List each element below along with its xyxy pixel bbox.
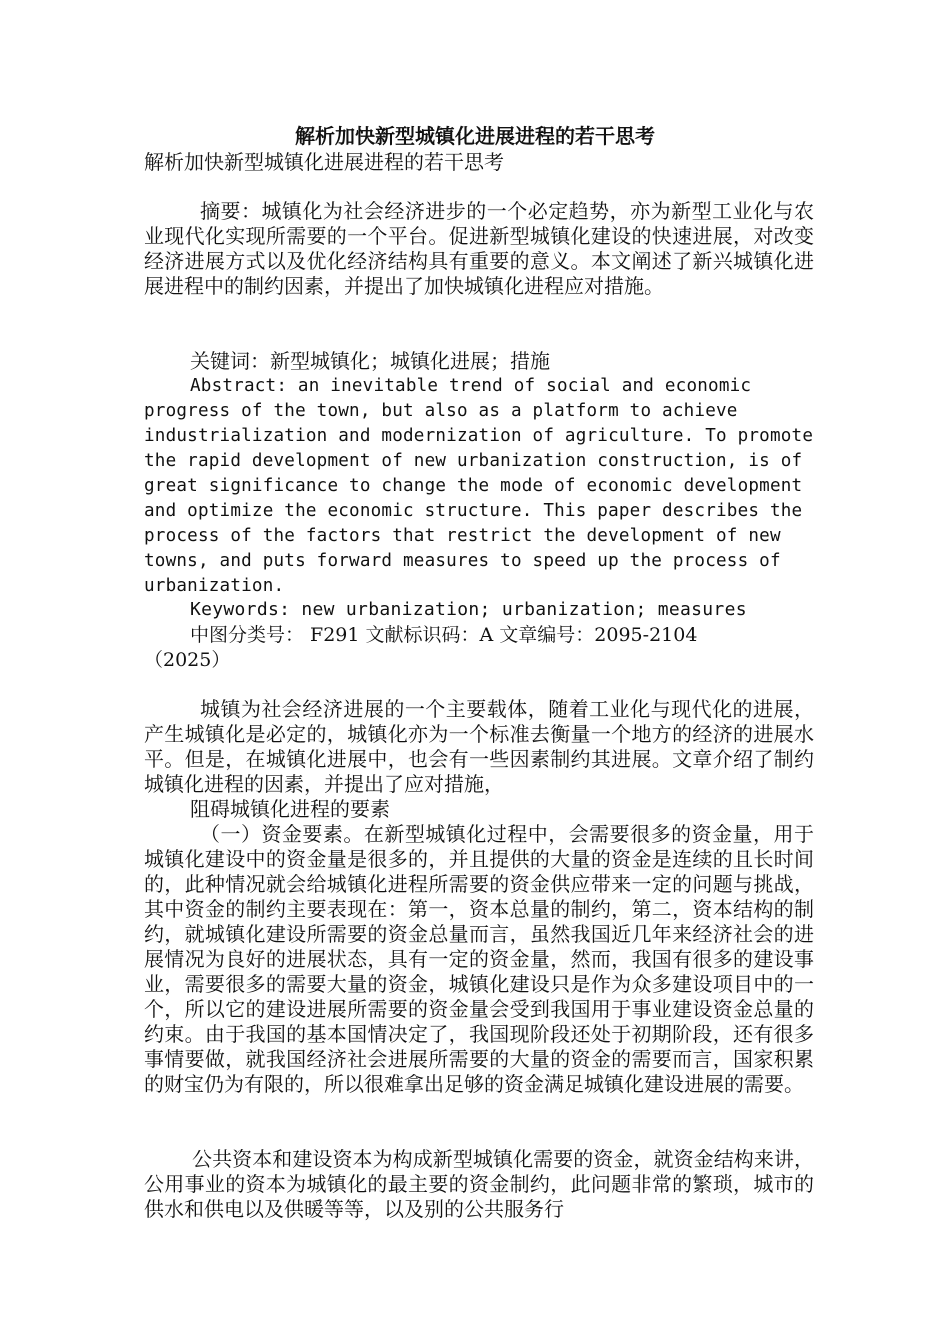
public-capital-paragraph: 公共资本和建设资本为构成新型城镇化需要的资金，就资金结构来讲，公用事业的资本为城镇化的最主要的资金制约，此问题非常的繁琐，城市的供水和供电以及供暖等等，以及别的公共服务行 — [144, 1147, 814, 1221]
abstract-en: Abstract: an inevitable trend of social and economic progress of the town, but also as a platform to achieve industrialization and modernization of agriculture. To promote the rapid development of new urbanization construction, is of great significance to change the mode of economic development and optimize the economic structure. This paper describes the process of the factors that restrict the development of new towns, and puts forward measures to speed up the process of urbanization. — [144, 376, 824, 596]
section-heading: 阻碍城镇化进程的要素 — [190, 797, 390, 821]
document-subtitle: 解析加快新型城镇化进展进程的若干思考 — [144, 150, 504, 174]
capital-paragraph: （一）资金要素。在新型城镇化过程中，会需要很多的资金量，用于城镇化建设中的资金量是很多的，并且提供的大量的资金是连续的且长时间的，此种情况就会给城镇化进程所需要的资金供应带来一定的问题与挑战，其中资金的制约主要表现在：第一，资本总量的制约，第二，资本结构的制约，就城镇化建设所需要的资金总量而言，虽然我国近几年来经济社会的进展情况为良好的进展状态，具有一定的资金量，然而，我国有很多的建设事业，需要很多的需要大量的资金，城镇化建设只是作为众多建设项目中的一个，所以它的建设进展所需要的资金量会受到我国用于事业建设资金总量的约束。由于我国的基本国情决定了，我国现阶段还处于初期阶段，还有很多事情要做，就我国经济社会进展所需要的大量的资金的需要而言，国家积累的财宝仍为有限的，所以很难拿出足够的资金满足城镇化建设进展的需要。 — [144, 822, 814, 1096]
document-title: 解析加快新型城镇化进展进程的若干思考 — [295, 124, 655, 148]
intro-paragraph: 城镇为社会经济进展的一个主要载体，随着工业化与现代化的进展，产生城镇化是必定的，城镇化亦为一个标准去衡量一个地方的经济的进展水平。但是，在城镇化进展中，也会有一些因素制约其进展。文章介绍了制约城镇化进程的因素，并提出了应对措施， — [144, 697, 814, 796]
keywords-en: Keywords: new urbanization; urbanization; measures — [190, 599, 747, 620]
abstract-cn: 摘要：城镇化为社会经济进步的一个必定趋势，亦为新型工业化与农业现代化实现所需要的一个平台。促进新型城镇化建设的快速进展，对改变经济进展方式以及优化经济结构具有重要的意义。本文阐述了新兴城镇化进展进程中的制约因素，并提出了加快城镇化进程应对措施。 — [144, 199, 814, 298]
classification-line: 中图分类号： F291 文献标识码：A 文章编号：2095-2104（2025） — [144, 624, 698, 671]
keywords-cn: 关键词：新型城镇化；城镇化进展；措施 — [190, 349, 550, 373]
